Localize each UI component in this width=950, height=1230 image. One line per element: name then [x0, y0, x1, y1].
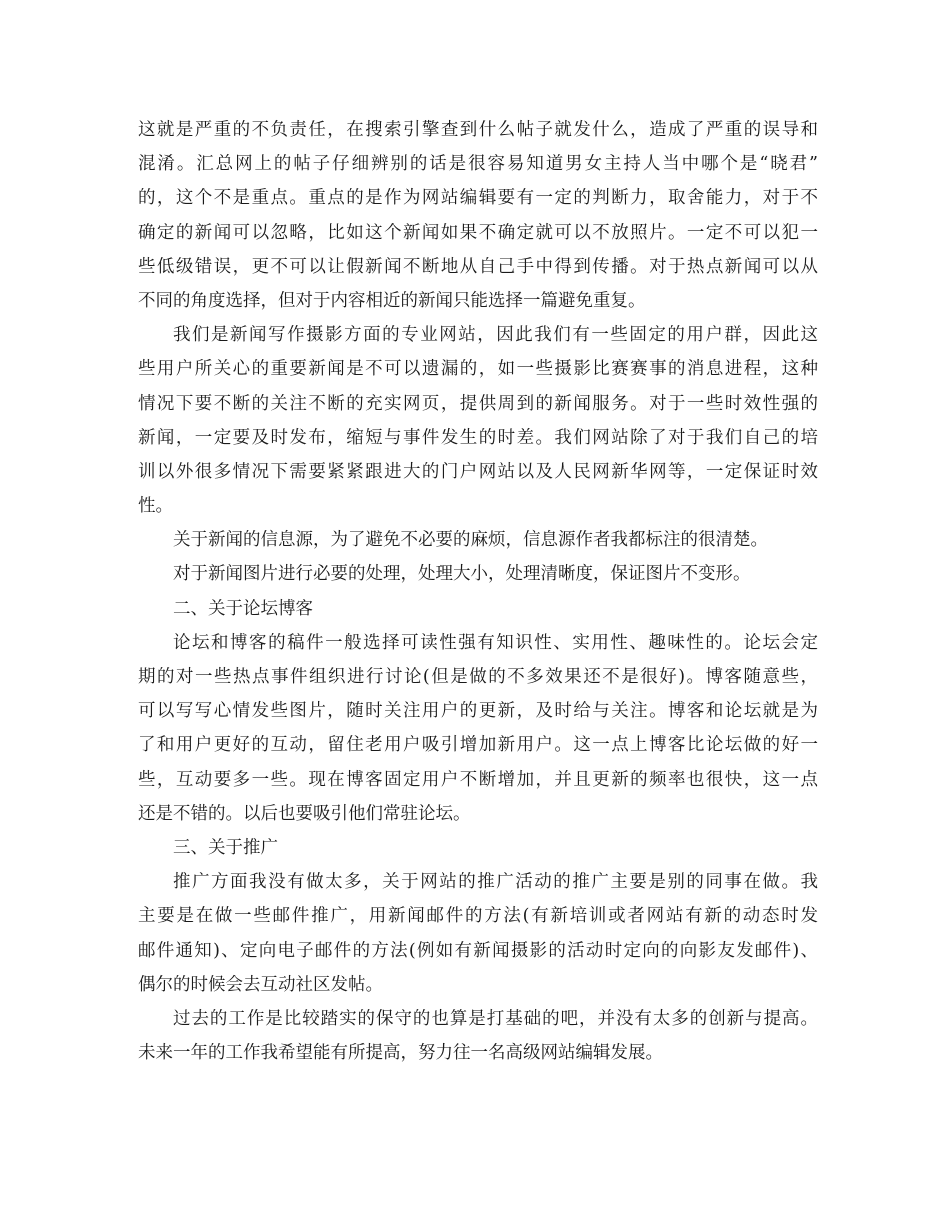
text-line: 对于新闻图片进行必要的处理，处理大小，处理清晰度，保证图片不变形。 — [173, 564, 751, 585]
text-line: 论坛和博客的稿件一般选择可读性强有知识性、实用性、趣味性的。论坛会定 — [173, 632, 818, 653]
text-line: 还是不错的。以后也要吸引他们常驻论坛。 — [138, 803, 471, 824]
text-line: 训以外很多情况下需要紧紧跟进大的门户网站以及人民网新华网等，一定保证时效 — [138, 461, 818, 482]
text-line: 新闻，一定要及时发布，缩短与事件发生的时差。我们网站除了对于我们自己的培 — [138, 427, 818, 448]
text-line: 期的对一些热点事件组织进行讨论(但是做的不多效果还不是很好)。博客随意些， — [138, 667, 818, 687]
text-line: 我们是新闻写作摄影方面的专业网站，因此我们有一些固定的用户群，因此这 — [173, 325, 818, 346]
text-line: 混淆。汇总网上的帖子仔细辨别的话是很容易知道男女主持人当中哪个是“晓君” — [138, 154, 818, 175]
text-line: 可以写写心情发些图片，随时关注用户的更新，及时给与关注。博客和论坛就是为 — [138, 701, 818, 722]
text-line: 关于新闻的信息源，为了避免不必要的麻烦，信息源作者我都标注的很清楚。 — [173, 530, 768, 551]
text-line: 不同的角度选择，但对于内容相近的新闻只能选择一篇避免重复。 — [138, 290, 646, 311]
text-line: 性。 — [138, 496, 173, 517]
text-line: 了和用户更好的互动，留住老用户吸引增加新用户。这一点上博客比论坛做的好一 — [138, 735, 818, 756]
text-line: 些低级错误，更不可以让假新闻不断地从自己手中得到传播。对于热点新闻可以从 — [138, 256, 818, 277]
text-line: 这就是严重的不负责任，在搜索引擎查到什么帖子就发什么，造成了严重的误导和 — [138, 120, 818, 140]
text-line: 主要是在做一些邮件推广，用新闻邮件的方法(有新培训或者网站有新的动态时发 — [138, 906, 818, 927]
text-line: 二、关于论坛博客 — [173, 598, 313, 619]
text-line: 过去的工作是比较踏实的保守的也算是打基础的吧，并没有太多的创新与提高。 — [173, 1008, 818, 1029]
text-line: 些用户所关心的重要新闻是不可以遗漏的，如一些摄影比赛赛事的消息进程，这种 — [138, 359, 818, 380]
text-line: 三、关于推广 — [173, 837, 278, 858]
document-body — [138, 113, 818, 1070]
text-line: 邮件通知)、定向电子邮件的方法(例如有新闻摄影的活动时定向的向影友发邮件)、 — [138, 940, 818, 961]
text-line: 推广方面我没有做太多，关于网站的推广活动的推广主要是别的同事在做。我 — [173, 872, 818, 893]
text-line: 情况下要不断的关注不断的充实网页，提供周到的新闻服务。对于一些时效性强的 — [138, 393, 818, 414]
text-line: 的，这个不是重点。重点的是作为网站编辑要有一定的判断力，取舍能力，对于不 — [138, 188, 818, 209]
text-line: 确定的新闻可以忽略，比如这个新闻如果不确定就可以不放照片。一定不可以犯一 — [138, 222, 818, 243]
text-line: 未来一年的工作我希望能有所提高，努力往一名高级网站编辑发展。 — [138, 1043, 663, 1064]
text-line: 偶尔的时候会去互动社区发帖。 — [138, 974, 383, 995]
text-line: 些，互动要多一些。现在博客固定用户不断增加，并且更新的频率也很快，这一点 — [138, 769, 818, 790]
